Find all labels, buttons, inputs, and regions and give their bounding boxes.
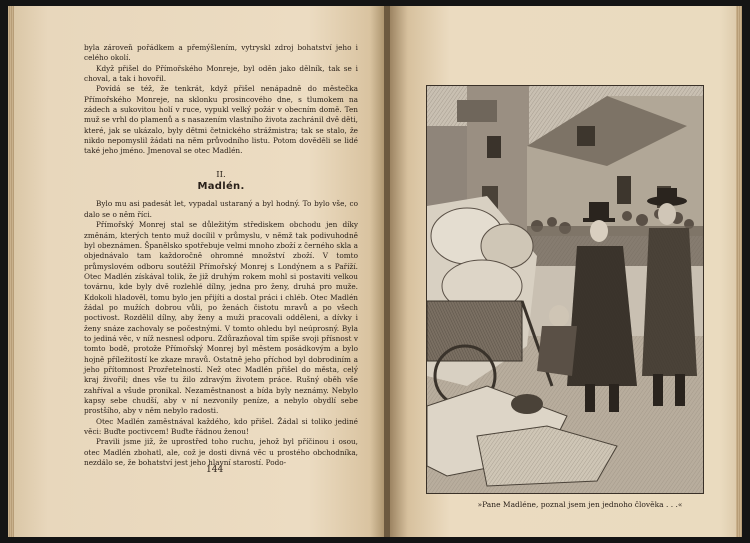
engraving-street-scene — [427, 86, 703, 493]
paragraph: Přímořský Monrej stal se důležitým střediskem obchodu jen díky změnám, kterých tento muž docílil v průmyslu, v němž tak podivuhodně byl obeznámen. Španělsko spotřebuje velmi mnoho zboží z černého skla a objednávalo tam každoročně ohromné množství zboží. V tomto průmyslovém odboru soutěžil Přímořský Monrej s Londýnem a s Paříží. Otec Madlén získával tolik, že již druhým rokem mohl si postaviti velkou továrnu, kde byly dvě rozlehlé dílny, jedna pro ženy, druhá pro muže. Kdokoli hladověl, tomu bylo jen přijíti a dostal práci i chléb. Otec Madlén žádal po mužích dobrou vůli, po ženách čistotu mravů a po všech poctivost. Rozdělil dílny, aby ženy a muži pracovali odděleni, a dívky i ženy snáze zachovaly se počestnými. V tomto ohledu byl neúprosný. Byla to jediná věc, v níž nesnesl odporu. Zdůrazňoval tím spíše svoji přísnost v tomto bodě, protože Přímořský Monrej byl městem posádkovým a bylo hojně příležitostí ke zkaze mravů. Ostatně jeho příchod byl dobrodiním a jeho přítomnost Prozřetelností. Než otec Madlén přišel do města, celý kraj živořil; dnes vše tu žilo zdravým životem práce. Rušný oběh vše zahříval a všude pronikal. Nezaměstnanost a bída byly neznámy. Nebylo kapsy sebe chudší, aby v ní nezvonily peníze, a nebylo obydlí sebe prostšího, aby v něm nebylo radosti. — [84, 220, 358, 416]
paragraph: Otec Madlén zaměstnával každého, kdo přišel. Žádal si toliko jediné věci: Buďte poctivcem! Buďte řádnou ženou! — [84, 416, 358, 437]
paragraph: Povídá se též, že tenkrát, když přišel nenápadně do městečka Přímořského Monreje, na sklonku prosincového dne, s tlumokem na zádech a sukovitou holí v ruce, vypukl velký požár v obecním domě. Ten muž se vrhl do plamenů a s nasazením vlastního života zachránil dvě děti, které, jak se ukázalo, byly dětmi četnického strážmistra; tak se stalo, že nikdo nepomyslil žádati na něm průvodního listu. Potom dověděli se lidé také jeho jméno. Jmenoval se otec Madlén. — [84, 84, 358, 156]
chapter-number: II. — [216, 169, 226, 180]
chapter-title: Madlén. — [197, 181, 245, 193]
paragraph: Pravili jsme již, že uprostřed toho ruchu, jehož byl příčinou i osou, otec Madlén zbohatl, ale, což je dosti divná věc u prostého obchodníka, nezdálo se, že bohatství jest jeho hlavní starostí. Podo- — [84, 437, 358, 468]
left-page-text — [84, 43, 358, 468]
paragraph: Když přišel do Přímořského Monreje, byl oděn jako dělník, tak se i choval, a tak i hovořil. — [84, 63, 358, 84]
paragraph: Bylo mu asi padesát let, vypadal ustaraný a byl hodný. To bylo vše, co dalo se o něm říci. — [84, 199, 358, 219]
paragraph: byla zároveň pořádkem a přemýšlením, vytryskl zdroj bohatství jeho i celého okolí. — [84, 43, 358, 63]
illustration — [426, 85, 704, 494]
left-page-edge — [8, 6, 14, 537]
illustration-caption: »Pane Madléne, poznal jsem jen jednoho člověka . . .« — [477, 500, 683, 509]
page-number: 144 — [206, 465, 224, 475]
right-page-edge — [736, 6, 742, 537]
